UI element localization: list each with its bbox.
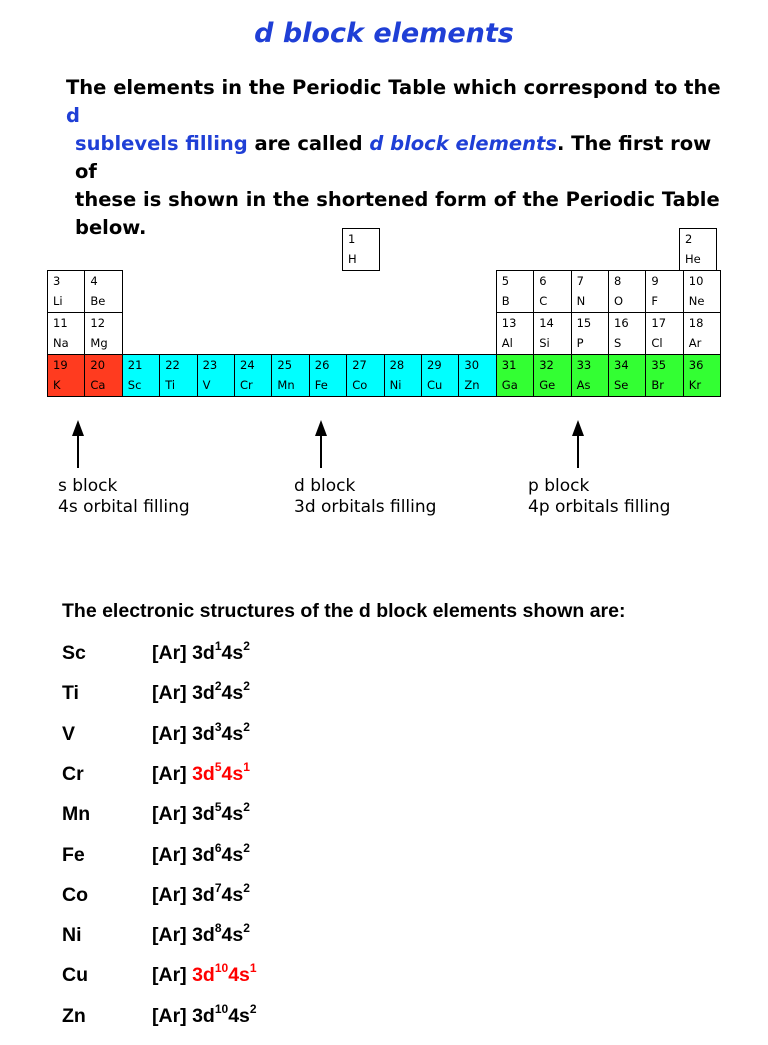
atomic-number: 16: [614, 316, 629, 330]
element-symbol: Fe: [314, 378, 328, 392]
element-cell-si: [533, 312, 571, 355]
config-element: V: [62, 722, 76, 745]
element-cell-cu: [421, 354, 459, 397]
atomic-number: 2: [685, 232, 693, 246]
element-symbol: S: [614, 336, 622, 350]
element-symbol: Si: [539, 336, 550, 350]
atomic-number: 13: [501, 316, 517, 330]
config-orbitals: $3d^54s^1$: [192, 759, 250, 785]
config-value: [Ar] $3d^{10}4s^2$: [152, 1001, 257, 1027]
element-symbol: Sc: [127, 378, 142, 392]
config-element: Cu: [62, 964, 88, 987]
element-symbol: Al: [501, 336, 513, 350]
element-symbol: As: [576, 378, 591, 392]
config-element: Zn: [62, 1004, 86, 1027]
element-symbol: He: [685, 252, 701, 266]
element-cell-co: [346, 354, 384, 397]
atomic-number: 1: [348, 232, 356, 246]
element-symbol: Ca: [90, 378, 106, 392]
atomic-number: 29: [427, 358, 442, 372]
element-cell-li: [47, 270, 85, 313]
atomic-number: 14: [539, 316, 554, 330]
atomic-number: 32: [539, 358, 554, 372]
element-symbol: Mn: [277, 378, 295, 392]
atomic-number: 5: [501, 274, 510, 288]
atomic-number: 3: [53, 274, 61, 288]
config-orbitals: $3d^{10}4s^2$: [192, 1001, 257, 1027]
atomic-number: 36: [688, 358, 704, 372]
config-element: Mn: [62, 803, 91, 826]
element-cell-o: [608, 270, 646, 313]
block-name: d block: [294, 476, 356, 496]
atomic-number: 7: [576, 274, 584, 288]
d-block-label: [294, 476, 436, 518]
element-cell-kr: [683, 354, 721, 397]
element-symbol: B: [501, 294, 510, 308]
element-symbol: Mg: [90, 336, 108, 350]
element-cell-ga: [496, 354, 534, 397]
config-element: Co: [62, 883, 88, 906]
atomic-number: 27: [352, 358, 367, 372]
config-value: [Ar] $3d^{10}4s^1$: [152, 961, 257, 987]
element-symbol: K: [53, 378, 61, 392]
p-block-arrow-shaft: [577, 434, 579, 468]
intro-d-block-highlight: d block elements: [369, 132, 557, 155]
element-symbol: Se: [614, 378, 629, 392]
config-element: Cr: [62, 762, 84, 785]
atomic-number: 11: [53, 316, 68, 330]
config-orbitals: $3d^74s^2$: [192, 880, 250, 906]
page-title: d block elements: [254, 18, 514, 49]
atomic-number: 33: [576, 358, 592, 372]
element-cell-f: [645, 270, 683, 313]
atomic-number: 4: [90, 274, 98, 288]
intro-d-highlight: d: [66, 104, 80, 127]
atomic-number: 15: [576, 316, 592, 330]
d-block-arrow-shaft: [320, 434, 322, 468]
element-cell-ti: [159, 354, 197, 397]
element-cell-ge: [533, 354, 571, 397]
config-orbitals: $3d^34s^2$: [192, 719, 250, 745]
block-description: 4p orbitals filling: [528, 497, 671, 517]
element-symbol: Zn: [464, 378, 480, 392]
intro-text: The elements in the Periodic Table which correspond to the: [66, 76, 721, 99]
element-cell-s: [608, 312, 646, 355]
element-symbol: Ni: [389, 378, 402, 392]
config-value: [Ar] $3d^54s^2$: [152, 800, 250, 826]
element-cell-ni: [384, 354, 422, 397]
element-cell-al: [496, 312, 534, 355]
element-symbol: P: [576, 336, 584, 350]
block-name: s block: [58, 476, 118, 496]
element-symbol: Kr: [688, 378, 702, 392]
element-cell-n: [571, 270, 609, 313]
element-cell-cr: [234, 354, 272, 397]
atomic-number: 17: [651, 316, 667, 330]
config-value: [Ar] $3d^14s^2$: [152, 639, 250, 664]
element-symbol: Ti: [165, 378, 176, 392]
config-orbitals: $3d^24s^2$: [192, 679, 250, 705]
config-value: [Ar] $3d^54s^1$: [152, 759, 250, 785]
element-cell-ca: [84, 354, 122, 397]
block-description: 4s orbital filling: [58, 497, 190, 517]
intro-line-4: below.: [75, 216, 147, 239]
element-cell-as: [571, 354, 609, 397]
atomic-number: 18: [688, 316, 704, 330]
element-cell-k: [47, 354, 85, 397]
element-cell-ne: [683, 270, 721, 313]
element-cell-v: [197, 354, 235, 397]
element-symbol: F: [651, 294, 659, 308]
element-symbol: Ga: [501, 378, 518, 392]
atomic-number: 20: [90, 358, 106, 372]
intro-text: . The first row of: [75, 132, 712, 183]
element-symbol: Cl: [651, 336, 663, 350]
element-cell-he: [679, 228, 717, 271]
element-symbol: H: [348, 252, 357, 266]
config-orbitals: $3d^54s^2$: [192, 800, 250, 826]
intro-sublevels-highlight: sublevels filling: [75, 132, 248, 155]
element-cell-ar: [683, 312, 721, 355]
atomic-number: 8: [614, 274, 622, 288]
atomic-number: 10: [688, 274, 704, 288]
config-orbitals: $3d^84s^2$: [192, 921, 250, 947]
element-symbol: O: [614, 294, 624, 308]
element-symbol: Li: [53, 294, 63, 308]
element-cell-p: [571, 312, 609, 355]
element-symbol: Ar: [688, 336, 702, 350]
element-symbol: Cr: [240, 378, 253, 392]
element-cell-be: [84, 270, 122, 313]
element-cell-zn: [458, 354, 496, 397]
config-value: [Ar] $3d^74s^2$: [152, 880, 250, 906]
atomic-number: 21: [127, 358, 143, 372]
element-symbol: Br: [651, 378, 665, 392]
atomic-number: 25: [277, 358, 293, 372]
intro-line-3: these is shown in the shortened form of the Periodic Table: [75, 188, 720, 211]
element-symbol: Na: [53, 336, 69, 350]
element-cell-fe: [309, 354, 347, 397]
element-cell-mg: [84, 312, 122, 355]
element-cell-se: [608, 354, 646, 397]
atomic-number: 34: [614, 358, 629, 372]
block-name: p block: [528, 476, 590, 496]
config-orbitals: $3d^14s^2$: [192, 639, 250, 664]
atomic-number: 12: [90, 316, 106, 330]
element-symbol: Co: [352, 378, 368, 392]
config-orbitals: $3d^{10}4s^1$: [192, 961, 257, 987]
element-symbol: N: [576, 294, 586, 308]
element-cell-b: [496, 270, 534, 313]
atomic-number: 23: [202, 358, 218, 372]
config-element: Ti: [62, 682, 79, 705]
element-symbol: Ge: [539, 378, 556, 392]
config-value: [Ar] $3d^24s^2$: [152, 679, 250, 705]
config-value: [Ar] $3d^64s^2$: [152, 840, 250, 866]
atomic-number: 31: [501, 358, 517, 372]
config-value: [Ar] $3d^84s^2$: [152, 921, 250, 947]
config-element: Sc: [62, 642, 86, 664]
element-symbol: V: [202, 378, 211, 392]
config-heading: The electronic structures of the d block elements shown are:: [62, 600, 626, 622]
atomic-number: 19: [53, 358, 68, 372]
atomic-number: 35: [651, 358, 667, 372]
atomic-number: 22: [165, 358, 180, 372]
element-cell-h: [342, 228, 380, 271]
element-cell-sc: [122, 354, 160, 397]
atomic-number: 9: [651, 274, 659, 288]
periodic-table: [0, 0, 768, 400]
element-symbol: Be: [90, 294, 106, 308]
element-symbol: Cu: [427, 378, 443, 392]
config-orbitals: $3d^64s^2$: [192, 840, 250, 866]
element-cell-mn: [271, 354, 309, 397]
p-block-label: [528, 476, 670, 518]
element-symbol: C: [539, 294, 548, 308]
atomic-number: 26: [314, 358, 330, 372]
config-value: [Ar] $3d^34s^2$: [152, 719, 250, 745]
element-cell-c: [533, 270, 571, 313]
s-block-label: [58, 476, 190, 518]
atomic-number: 24: [240, 358, 255, 372]
config-element: Ni: [62, 924, 82, 947]
config-element: Fe: [62, 843, 85, 866]
element-cell-na: [47, 312, 85, 355]
block-description: 3d orbitals filling: [294, 497, 437, 517]
s-block-arrow-shaft: [77, 434, 79, 468]
atomic-number: 28: [389, 358, 405, 372]
element-cell-cl: [645, 312, 683, 355]
atomic-number: 6: [539, 274, 547, 288]
element-symbol: Ne: [688, 294, 705, 308]
atomic-number: 30: [464, 358, 480, 372]
intro-text: are called: [247, 132, 370, 155]
element-cell-br: [645, 354, 683, 397]
